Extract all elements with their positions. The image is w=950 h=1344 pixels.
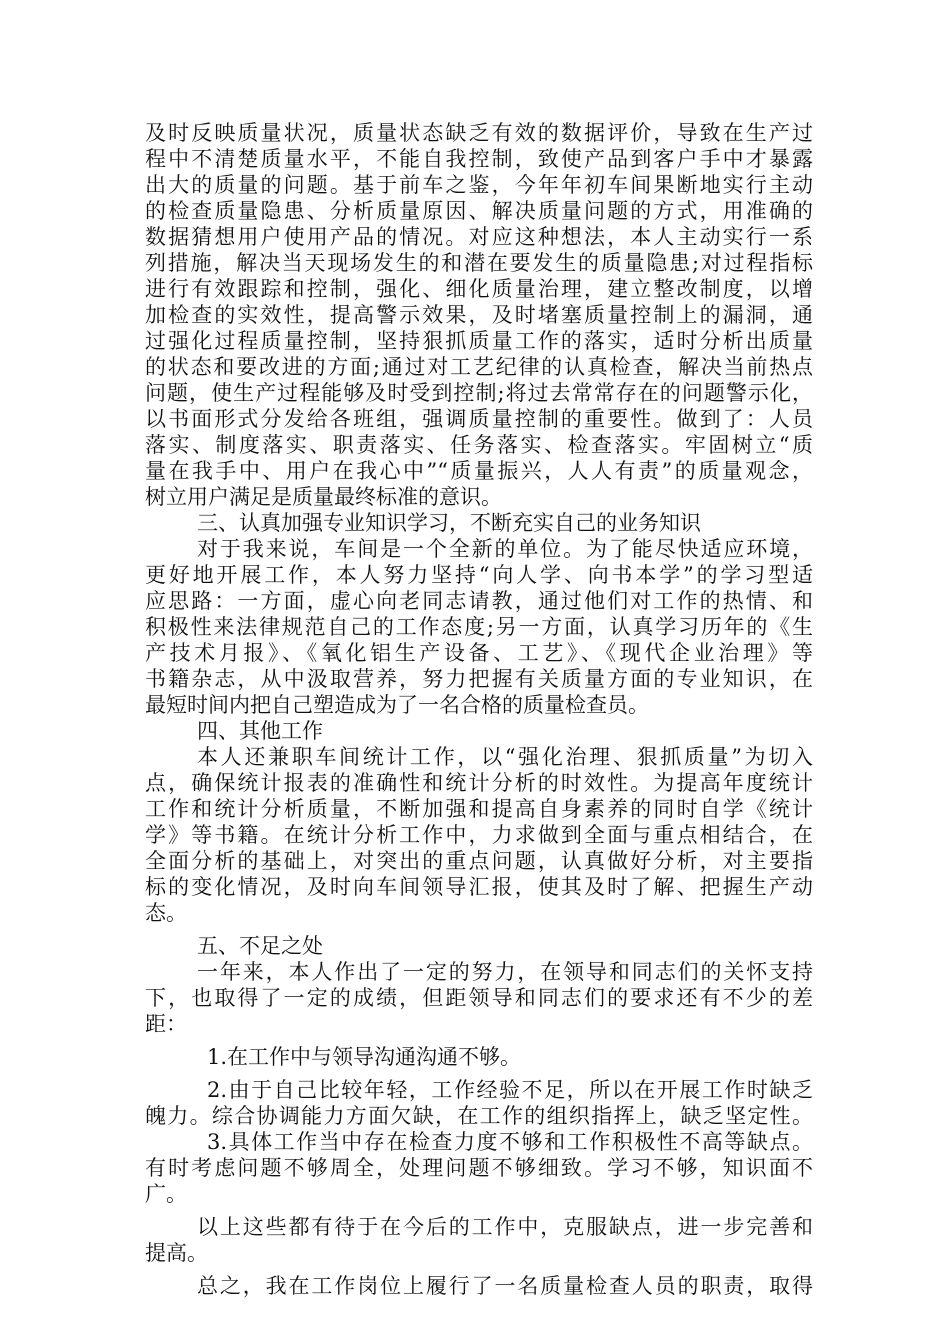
paragraph-gap — [145, 926, 813, 933]
paragraph-gap — [145, 1266, 813, 1273]
text-line: 更好地开展工作，本人努力坚持“向人学、向书本学”的学习型适 — [145, 563, 813, 587]
text-line: 落实、制度落实、职责落实、任务落实、检查落实。牢固树立“质 — [145, 433, 813, 457]
text-line: 过强化过程质量控制，坚持狠抓质量工作的落实，适时分析出质量 — [145, 329, 813, 353]
text-line: 总之，我在工作岗位上履行了一名质量检查人员的职责，取得 — [197, 1274, 813, 1298]
text-line: 积极性来法律规范自己的工作态度;另一方面，认真学习历年的《生 — [145, 615, 813, 639]
text-line: 应思路：一方面，虚心向老同志请教，通过他们对工作的热情、和 — [145, 589, 813, 613]
text-line: 及时反映质量状况，质量状态缺乏有效的数据评价，导致在生产过 — [145, 121, 813, 145]
text-line: 一年来，本人作出了一定的努力，在领导和同志们的关怀支持 — [197, 960, 813, 984]
text-line: 魄力。综合协调能力方面欠缺，在工作的组织指挥上，缺乏坚定性。 — [145, 1104, 813, 1128]
text-line: 量在我手中、用户在我心中”“质量振兴，人人有责”的质量观念， — [145, 459, 813, 483]
list-item: 2.由于自己比较年轻，工作经验不足，所以在开展工作时缺乏 — [207, 1078, 813, 1102]
text-line: 距： — [145, 1012, 187, 1036]
text-line: 程中不清楚质量水平，不能自我控制，致使产品到客户手中才暴露 — [145, 147, 813, 171]
text-line: 出大的质量的问题。基于前车之鉴，今年年初车间果断地实行主动 — [145, 173, 813, 197]
text-line: 以上这些都有待于在今后的工作中，克服缺点，进一步完善和 — [197, 1215, 813, 1239]
text-line: 本人还兼职车间统计工作，以“强化治理、狠抓质量”为切入 — [197, 745, 813, 769]
section-heading: 四、其他工作 — [197, 719, 323, 743]
paragraph-gap — [145, 1037, 813, 1044]
text-line: 工作和统计分析质量，不断加强和提高自身素养的同时自学《统计 — [145, 797, 813, 821]
text-line: 下，也取得了一定的成绩，但距领导和同志们的要求还有不少的差 — [145, 986, 813, 1010]
list-item: 1.在工作中与领导沟通沟通不够。 — [207, 1045, 522, 1069]
section-heading: 五、不足之处 — [197, 934, 323, 958]
text-line: 树立用户满足是质量最终标准的意识。 — [145, 485, 502, 509]
document-page — [145, 120, 813, 1299]
text-line: 产技术月报》、《氧化铝生产设备、工艺》、《现代企业治理》等 — [145, 641, 813, 665]
text-line: 点，确保统计报表的准确性和统计分析的时效性。为提高年度统计 — [145, 771, 813, 795]
text-line: 标的变化情况，及时向车间领导汇报，使其及时了解、把握生产动 — [145, 875, 813, 899]
text-line: 问题，使生产过程能够及时受到控制;将过去常常存在的问题警示化， — [145, 381, 813, 405]
paragraph-gap — [145, 1070, 813, 1077]
text-line: 以书面形式分发给各班组，强调质量控制的重要性。做到了：人员 — [145, 407, 813, 431]
text-line: 最短时间内把自己塑造成为了一名合格的质量检查员。 — [145, 693, 649, 717]
text-line: 全面分析的基础上，对突出的重点问题，认真做好分析，对主要指 — [145, 849, 813, 873]
section-heading: 三、认真加强专业知识学习，不断充实自己的业务知识 — [197, 511, 701, 535]
text-line: 数据猜想用户使用产品的情况。对应这种想法，本人主动实行一系 — [145, 225, 813, 249]
text-line: 的状态和要改进的方面;通过对工艺纪律的认真检查，解决当前热点 — [145, 355, 813, 379]
text-line: 对于我来说，车间是一个全新的单位。为了能尽快适应环境， — [197, 537, 813, 561]
text-line: 有时考虑问题不够周全，处理问题不够细致。学习不够，知识面不 — [145, 1156, 813, 1180]
list-item: 3.具体工作当中存在检查力度不够和工作积极性不高等缺点。 — [207, 1130, 813, 1154]
text-line: 学》等书籍。在统计分析工作中，力求做到全面与重点相结合，在 — [145, 823, 813, 847]
text-line: 态。 — [145, 901, 187, 925]
text-line: 列措施，解决当天现场发生的和潜在要发生的质量隐患;对过程指标 — [145, 251, 813, 275]
text-line: 书籍杂志，从中汲取营养，努力把握有关质量方面的专业知识，在 — [145, 667, 813, 691]
paragraph-gap — [145, 1207, 813, 1214]
text-line: 提高。 — [145, 1241, 208, 1265]
text-line: 加检查的实效性，提高警示效果，及时堵塞质量控制上的漏洞，通 — [145, 303, 813, 327]
text-line: 的检查质量隐患、分析质量原因、解决质量问题的方式，用准确的 — [145, 199, 813, 223]
text-line: 广。 — [145, 1182, 187, 1206]
text-line: 进行有效跟踪和控制，强化、细化质量治理，建立整改制度，以增 — [145, 277, 813, 301]
